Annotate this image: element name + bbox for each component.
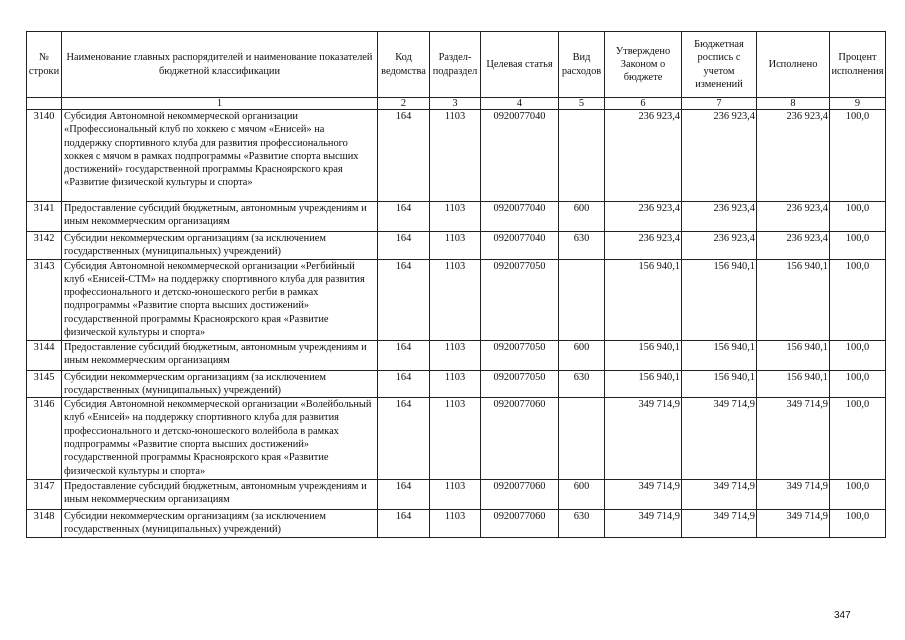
executed-amount: 236 923,4 [757, 232, 830, 260]
budget-list-amount: 156 940,1 [682, 340, 757, 370]
dept-code: 164 [378, 259, 430, 340]
header-section: Раздел-подраздел [430, 32, 481, 98]
row-name: Субсидия Автономной некоммерческой организации «Профессиональный клуб по хоккею с мячом «Енисей» на поддержку спортивного клуба для развития профессионального хоккея с мячом в рамках подпрограммы «Развитие спорта высших достижений» государственной программы Красноярского края «Развитие физической культуры и спорта» [62, 110, 378, 202]
column-number: 9 [830, 98, 886, 110]
approved-amount: 349 714,9 [605, 510, 682, 538]
execution-percent: 100,0 [830, 370, 886, 398]
row-name: Субсидии некоммерческим организациям (за исключением государственных (муниципальных) учреждений) [62, 232, 378, 260]
header-approved: Утверждено Законом о бюджете [605, 32, 682, 98]
expense-type: 600 [559, 340, 605, 370]
budget-list-amount: 236 923,4 [682, 110, 757, 202]
approved-amount: 349 714,9 [605, 398, 682, 480]
header-name: Наименование главных распорядителей и наименование показателей бюджетной классификации [62, 32, 378, 98]
row-name: Предоставление субсидий бюджетным, автономным учреждениям и иным некоммерческим организациям [62, 340, 378, 370]
dept-code: 164 [378, 398, 430, 480]
table-row [27, 232, 886, 260]
row-number: 3142 [27, 232, 62, 260]
header-dept-code: Код ведомства [378, 32, 430, 98]
target-item: 0920077050 [481, 370, 559, 398]
budget-list-amount: 156 940,1 [682, 259, 757, 340]
section-code: 1103 [430, 370, 481, 398]
page-number: 347 [834, 610, 851, 621]
expense-type [559, 398, 605, 480]
column-number: 4 [481, 98, 559, 110]
header-target-item: Целевая статья [481, 32, 559, 98]
executed-amount: 156 940,1 [757, 259, 830, 340]
row-name: Субсидии некоммерческим организациям (за исключением государственных (муниципальных) учреждений) [62, 510, 378, 538]
section-code: 1103 [430, 340, 481, 370]
expense-type: 630 [559, 232, 605, 260]
row-name: Субсидия Автономной некоммерческой организации «Волейбольный клуб «Енисей» на поддержку спортивного клуба для развития профессионального и детско-юношеского волейбола в рамках подпрограммы «Развитие спорта высших достижений» государственной программы Красноярского края «Развитие физической культуры и спорта» [62, 398, 378, 480]
target-item: 0920077060 [481, 480, 559, 510]
section-code: 1103 [430, 480, 481, 510]
expense-type: 630 [559, 370, 605, 398]
table-row [27, 259, 886, 340]
executed-amount: 349 714,9 [757, 480, 830, 510]
approved-amount: 156 940,1 [605, 340, 682, 370]
executed-amount: 156 940,1 [757, 370, 830, 398]
target-item: 0920077040 [481, 202, 559, 232]
table-row [27, 202, 886, 232]
executed-amount: 156 940,1 [757, 340, 830, 370]
dept-code: 164 [378, 510, 430, 538]
execution-percent: 100,0 [830, 110, 886, 202]
expense-type: 600 [559, 202, 605, 232]
header-expense-type: Вид расходов [559, 32, 605, 98]
execution-percent: 100,0 [830, 480, 886, 510]
budget-list-amount: 349 714,9 [682, 510, 757, 538]
budget-list-amount: 236 923,4 [682, 232, 757, 260]
target-item: 0920077060 [481, 510, 559, 538]
expense-type: 630 [559, 510, 605, 538]
row-number: 3144 [27, 340, 62, 370]
execution-percent: 100,0 [830, 398, 886, 480]
header-executed: Исполнено [757, 32, 830, 98]
target-item: 0920077050 [481, 340, 559, 370]
target-item: 0920077050 [481, 259, 559, 340]
column-number: 3 [430, 98, 481, 110]
budget-list-amount: 349 714,9 [682, 480, 757, 510]
table-row [27, 480, 886, 510]
expense-type: 600 [559, 480, 605, 510]
row-name: Субсидия Автономной некоммерческой организации «Регбийный клуб «Енисей-СТМ» на поддержку спортивного клуба для развития профессионального и детско-юношеского регби в рамках подпрограммы «Развитие спорта высших достижений» государственной программы Красноярского края «Развитие физической культуры и спорта» [62, 259, 378, 340]
execution-percent: 100,0 [830, 232, 886, 260]
column-number: 2 [378, 98, 430, 110]
header-percent: Процент исполнения [830, 32, 886, 98]
expense-type [559, 259, 605, 340]
table-row [27, 510, 886, 538]
row-number: 3146 [27, 398, 62, 480]
row-number: 3140 [27, 110, 62, 202]
row-number: 3148 [27, 510, 62, 538]
section-code: 1103 [430, 232, 481, 260]
approved-amount: 236 923,4 [605, 232, 682, 260]
section-code: 1103 [430, 398, 481, 480]
approved-amount: 156 940,1 [605, 370, 682, 398]
table-row [27, 110, 886, 202]
target-item: 0920077060 [481, 398, 559, 480]
budget-list-amount: 156 940,1 [682, 370, 757, 398]
dept-code: 164 [378, 340, 430, 370]
budget-list-amount: 349 714,9 [682, 398, 757, 480]
row-number: 3143 [27, 259, 62, 340]
table-row [27, 340, 886, 370]
executed-amount: 349 714,9 [757, 510, 830, 538]
table-row [27, 398, 886, 480]
column-number: 1 [62, 98, 378, 110]
column-number: 8 [757, 98, 830, 110]
row-name: Предоставление субсидий бюджетным, автономным учреждениям и иным некоммерческим организациям [62, 480, 378, 510]
dept-code: 164 [378, 232, 430, 260]
dept-code: 164 [378, 202, 430, 232]
header-row [27, 32, 886, 98]
target-item: 0920077040 [481, 110, 559, 202]
row-number: 3145 [27, 370, 62, 398]
dept-code: 164 [378, 480, 430, 510]
budget-list-amount: 236 923,4 [682, 202, 757, 232]
section-code: 1103 [430, 510, 481, 538]
column-number: 5 [559, 98, 605, 110]
executed-amount: 236 923,4 [757, 110, 830, 202]
execution-percent: 100,0 [830, 510, 886, 538]
target-item: 0920077040 [481, 232, 559, 260]
approved-amount: 349 714,9 [605, 480, 682, 510]
dept-code: 164 [378, 370, 430, 398]
approved-amount: 236 923,4 [605, 110, 682, 202]
header-budget-list: Бюджетная роспись с учетом изменений [682, 32, 757, 98]
section-code: 1103 [430, 110, 481, 202]
expense-type [559, 110, 605, 202]
approved-amount: 156 940,1 [605, 259, 682, 340]
row-name: Субсидии некоммерческим организациям (за исключением государственных (муниципальных) учреждений) [62, 370, 378, 398]
section-code: 1103 [430, 259, 481, 340]
table-row [27, 370, 886, 398]
column-number-row [27, 98, 886, 110]
header-row-number: № строки [27, 32, 62, 98]
execution-percent: 100,0 [830, 340, 886, 370]
executed-amount: 349 714,9 [757, 398, 830, 480]
row-name: Предоставление субсидий бюджетным, автономным учреждениям и иным некоммерческим организациям [62, 202, 378, 232]
executed-amount: 236 923,4 [757, 202, 830, 232]
column-number [27, 98, 62, 110]
column-number: 7 [682, 98, 757, 110]
approved-amount: 236 923,4 [605, 202, 682, 232]
column-number: 6 [605, 98, 682, 110]
execution-percent: 100,0 [830, 202, 886, 232]
budget-table [26, 31, 886, 538]
row-number: 3141 [27, 202, 62, 232]
section-code: 1103 [430, 202, 481, 232]
execution-percent: 100,0 [830, 259, 886, 340]
dept-code: 164 [378, 110, 430, 202]
row-number: 3147 [27, 480, 62, 510]
